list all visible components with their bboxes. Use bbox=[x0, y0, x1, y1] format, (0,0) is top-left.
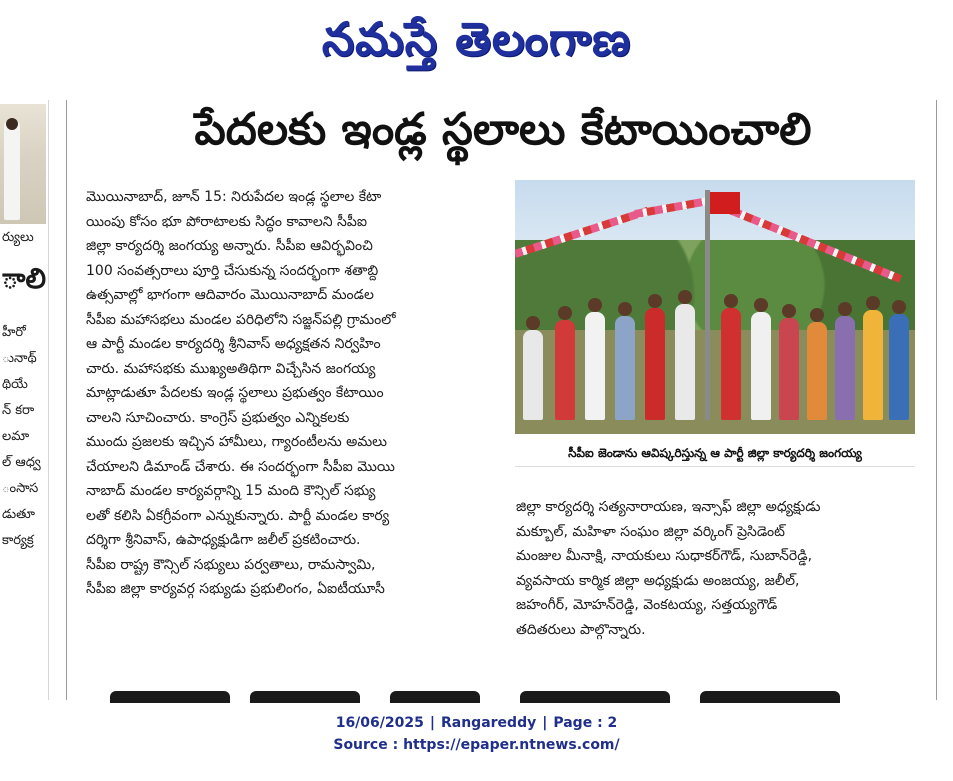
person-figure bbox=[807, 322, 827, 420]
person-figure bbox=[751, 312, 771, 420]
headline-glyph-top bbox=[390, 691, 480, 703]
adjacent-fragment: న్ కరా bbox=[2, 403, 35, 418]
body-line: మక్బూల్, మహిళా సంఘం జిల్లా వర్కింగ్ ప్రెసిడెంట్ bbox=[516, 523, 785, 540]
adjacent-fragment: కార్యక్ర bbox=[2, 533, 34, 548]
person-figure bbox=[675, 304, 695, 420]
headline-glyph-top bbox=[520, 691, 670, 703]
person-figure bbox=[835, 316, 855, 420]
headline-glyph-top bbox=[250, 691, 360, 703]
footer-date: 16/06/2025 bbox=[335, 715, 424, 731]
photo-trees bbox=[515, 240, 915, 330]
person-figure bbox=[585, 312, 605, 420]
body-line: చాలని సూచించారు. కాంగ్రెస్ ప్రభుత్వం ఎన్నికలకు bbox=[86, 409, 350, 426]
headline-glyph-top bbox=[110, 691, 230, 703]
person-head bbox=[6, 118, 18, 130]
body-line: మంజుల మీనాక్షి, నాయకులు సుధాకర్‌గౌడ్, సుబాన్‌రెడ్డి, bbox=[516, 548, 813, 564]
person-figure bbox=[721, 308, 741, 420]
adjacent-fragment: థియే bbox=[2, 377, 28, 392]
adjacent-fragment: ల్ ఆధ్వ bbox=[2, 455, 41, 470]
body-line: చేయాలని డిమాండ్ చేశారు. ఈ సందర్భంగా సీపీఐ మొయి bbox=[86, 458, 395, 475]
person-figure bbox=[863, 310, 883, 420]
footer-page: Page : 2 bbox=[553, 715, 618, 731]
body-line: 100 సంవత్సరాలు పూర్తి చేసుకున్న సందర్భంగా శతాబ్ది bbox=[86, 262, 379, 279]
adjacent-article-photo bbox=[0, 104, 46, 224]
body-line: జహంగీర్, మోహన్‌రెడ్డి, వెంకటయ్య, సత్తయ్యగౌడ్ bbox=[516, 597, 778, 613]
body-line: లతో కలిసి ఏకగ్రీవంగా ఎన్నుకున్నారు. పార్టీ మండల కార్య bbox=[86, 507, 390, 524]
flag-pole bbox=[705, 190, 710, 420]
body-line: ముందు ప్రజలకు ఇచ్చిన హామీలు, గ్యారంటీలను అమలు bbox=[86, 434, 387, 450]
body-line: జిల్లా కార్యదర్శి జంగయ్య అన్నారు. సీపీఐ ఆవిర్భవించి bbox=[86, 238, 373, 254]
person-figure bbox=[889, 314, 909, 420]
body-line: ఆ పార్టీ మండల కార్యదర్శి శ్రీనివాస్ అధ్యక్షతన నిర్వహిం bbox=[86, 336, 381, 352]
red-flag bbox=[710, 192, 740, 214]
body-line: చారు. మహాసభకు ముఖ్యఅతిథిగా విచ్చేసిన జంగయ్య bbox=[86, 360, 376, 377]
article-headline: పేదలకు ఇండ్ల స్థలాలు కేటాయించాలి bbox=[194, 104, 812, 155]
adjacent-headline-fragment: ాలి bbox=[2, 262, 46, 295]
footer-source[interactable]: Source : https://epaper.ntnews.com/ bbox=[333, 737, 620, 753]
article-body-continued bbox=[516, 495, 918, 642]
newspaper-logo: నమస్తే తెలంగాణ bbox=[321, 12, 632, 66]
body-line: మొయినాబాద్, జూన్ 15: నిరుపేదల ఇండ్ల స్థలాల కేటా bbox=[86, 189, 382, 205]
adjacent-fragment: ునాథ్ bbox=[2, 351, 37, 366]
body-line: యింపు కోసం భూ పోరాటాలకు సిద్ధం కావాలని సీపీఐ bbox=[86, 213, 368, 230]
body-line: సీపీఐ రాష్ట్ర కౌన్సిల్ సభ్యులు పర్వతాలు, రామస్వామి, bbox=[86, 556, 376, 573]
footer-edition: Rangareddy bbox=[440, 715, 537, 731]
photo-ground bbox=[515, 330, 915, 434]
person-figure bbox=[4, 120, 20, 220]
adjacent-fragment: డుతూ bbox=[2, 507, 35, 522]
article-body bbox=[86, 185, 494, 602]
body-line: వ్యవసాయ కార్మిక జిల్లా అధ్యక్షుడు అంజయ్య, జలీల్, bbox=[516, 572, 800, 589]
column-divider bbox=[936, 100, 937, 700]
photo-caption: సీపీఐ జెండాను ఆవిష్కరిస్తున్న ఆ పార్టీ జిల్లా కార్యదర్శి జంగయ్య bbox=[515, 440, 915, 467]
adjacent-article-strip bbox=[0, 100, 49, 700]
body-line: తదితరులు పాల్గొన్నారు. bbox=[516, 621, 646, 638]
body-line: జిల్లా కార్యదర్శి సత్యనారాయణ, ఇన్సాఫ్ జిల్లా అధ్యక్షుడు bbox=[516, 499, 821, 515]
person-figure bbox=[779, 318, 799, 420]
body-line: సీపీఐ మహాసభలు మండల పరిధిలోని సజ్జన్‌పల్లి గ్రామంలో bbox=[86, 311, 396, 328]
headline-glyph-top bbox=[700, 691, 840, 703]
body-line: నాబాద్ మండల కార్యవర్గాన్ని 15 మంది కౌన్సిల్ సభ్యు bbox=[86, 483, 376, 499]
adjacent-fragment: ర్యులు bbox=[2, 230, 34, 245]
person-figure bbox=[555, 320, 575, 420]
footer-edition-line: 16/06/2025 | Rangareddy | Page : 2 bbox=[335, 715, 618, 731]
adjacent-fragment: లమా bbox=[2, 429, 30, 444]
body-line: మాట్లాడుతూ పేదలకు ఇండ్ల స్థలాలు ప్రభుత్వం కేటాయిం bbox=[86, 385, 384, 401]
cropped-next-headline bbox=[90, 685, 890, 703]
body-line: ఉత్సవాల్లో భాగంగా ఆదివారం మొయినాబాద్ మండల bbox=[86, 287, 374, 303]
body-line: సీపీఐ జిల్లా కార్యవర్గ సభ్యుడు ప్రభులింగం, ఏఐటీయూసీ bbox=[86, 581, 385, 597]
masthead bbox=[0, 0, 953, 90]
body-line: దర్శిగా శ్రీనివాస్, ఉపాధ్యక్షుడిగా జలీల్ ప్రకటించారు. bbox=[86, 532, 361, 548]
person-figure bbox=[615, 316, 635, 420]
article-photo bbox=[515, 180, 915, 434]
column-divider bbox=[66, 100, 67, 700]
person-figure bbox=[523, 330, 543, 420]
adjacent-fragment: ంసాస bbox=[2, 481, 39, 496]
page-footer bbox=[0, 712, 953, 756]
adjacent-fragment: హీరో bbox=[2, 325, 26, 340]
person-figure bbox=[645, 308, 665, 420]
